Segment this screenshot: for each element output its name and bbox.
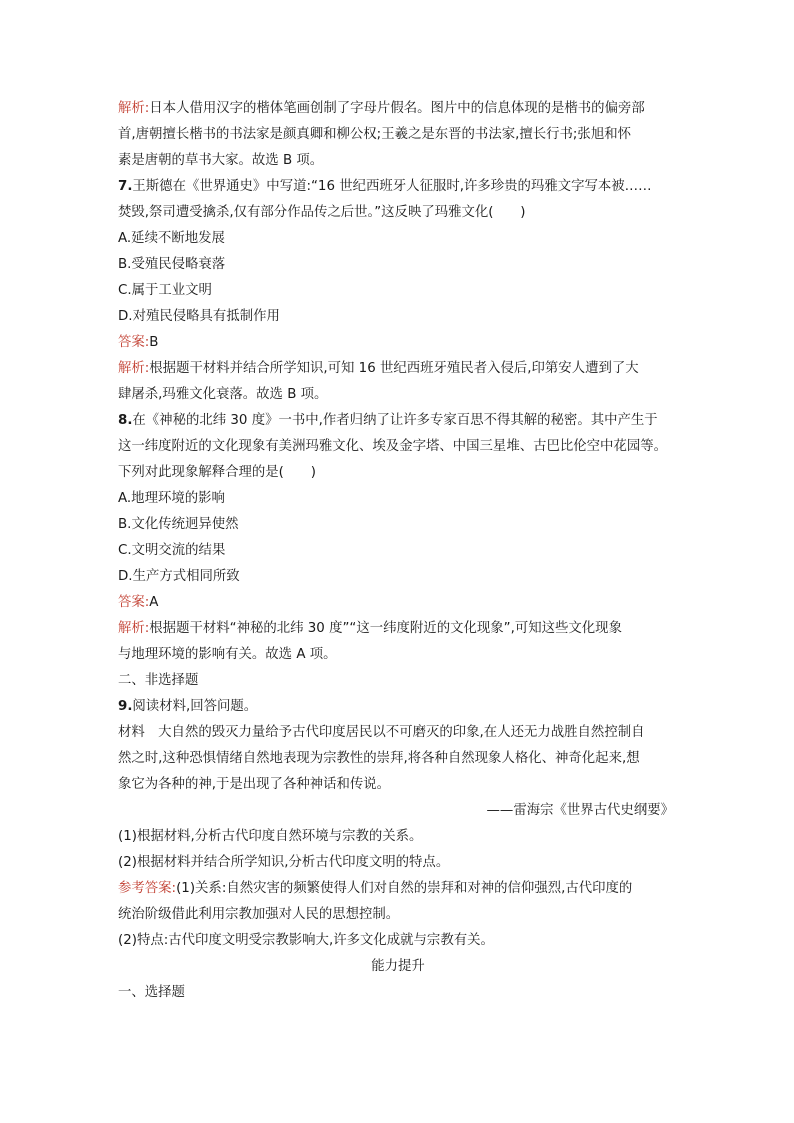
q8-stem-line-3: 下列对此现象解释合理的是( ) xyxy=(118,465,316,480)
q8-stem-line-1: 8.在《神秘的北纬 30 度》一书中,作者归纳了让许多专家百思不得其解的秘密。其中产生于 xyxy=(118,413,658,428)
q7-option-a: A.延续不断地发展 xyxy=(118,231,225,246)
q6-analysis-line-2: 首,唐朝擅长楷书的书法家是颜真卿和柳公权;王羲之是东晋的书法家,擅长行书;张旭和怀 xyxy=(118,127,631,142)
document-page xyxy=(118,96,678,1006)
q9-number: 9. xyxy=(118,699,133,714)
q7-number: 7. xyxy=(118,179,133,194)
q9-prompt: 9.阅读材料,回答问题。 xyxy=(118,699,258,714)
q8-analysis-line-1: 解析:根据题干材料“神秘的北纬 30 度”“这一纬度附近的文化现象”,可知这些文化现象 xyxy=(118,621,622,636)
section-heading: 能力提升 xyxy=(371,959,425,974)
q9-ref-answer-line-1: 参考答案:(1)关系:自然灾害的频繁使得人们对自然的崇拜和对神的信仰强烈,古代印度的 xyxy=(118,881,633,896)
q8-option-b: B.文化传统迥异使然 xyxy=(118,517,239,532)
q9-ref-answer-line-3: (2)特点:古代印度文明受宗教影响大,许多文化成就与宗教有关。 xyxy=(118,933,494,948)
q9-material-line-1: 材料 大自然的毁灭力量给予古代印度居民以不可磨灭的印象,在人还无力战胜自然控制自 xyxy=(118,725,645,740)
q9-ref-label: 参考答案: xyxy=(118,881,177,896)
q7-analysis-line-1: 解析:根据题干材料并结合所学知识,可知 16 世纪西班牙殖民者入侵后,印第安人遭到了大 xyxy=(118,361,639,376)
q9-sub-question-2: (2)根据材料并结合所学知识,分析古代印度文明的特点。 xyxy=(118,855,450,870)
section1-title: 一、选择题 xyxy=(118,985,185,1000)
q8-answer: 答案:A xyxy=(118,595,159,610)
q7-stem-line-1: 7.王斯德在《世界通史》中写道:“16 世纪西班牙人征服时,许多珍贵的玛雅文字写本被…… xyxy=(118,179,652,194)
q7-option-c: C.属于工业文明 xyxy=(118,283,212,298)
q8-option-a: A.地理环境的影响 xyxy=(118,491,225,506)
q9-source: ——雷海宗《世界古代史纲要》 xyxy=(486,803,674,818)
q6-analysis-line-3: 素是唐朝的草书大家。故选 B 项。 xyxy=(118,153,324,168)
q9-material-line-2: 然之时,这种恐惧情绪自然地表现为宗教性的崇拜,将各种自然现象人格化、神奇化起来,想 xyxy=(118,751,640,766)
q8-number: 8. xyxy=(118,413,133,428)
q7-analysis-label: 解析: xyxy=(118,361,150,376)
q8-stem-line-2: 这一纬度附近的文化现象有美洲玛雅文化、埃及金字塔、中国三星堆、古巴比伦空中花园等。 xyxy=(118,439,668,454)
q6-analysis-line-1: 解析:日本人借用汉字的楷体笔画创制了字母片假名。图片中的信息体现的是楷书的偏旁部 xyxy=(118,101,645,116)
section2-title: 二、非选择题 xyxy=(118,673,199,688)
q8-option-d: D.生产方式相同所致 xyxy=(118,569,240,584)
q9-ref-answer-line-2: 统治阶级借此利用宗教加强对人民的思想控制。 xyxy=(118,907,400,922)
q7-stem-line-2: 焚毁,祭司遭受擒杀,仅有部分作品传之后世。”这反映了玛雅文化( ) xyxy=(118,205,526,220)
q7-answer: 答案:B xyxy=(118,335,159,350)
q7-option-d: D.对殖民侵略具有抵制作用 xyxy=(118,309,280,324)
q8-option-c: C.文明交流的结果 xyxy=(118,543,226,558)
q8-answer-label: 答案: xyxy=(118,595,150,610)
q7-answer-label: 答案: xyxy=(118,335,150,350)
q7-option-b: B.受殖民侵略衰落 xyxy=(118,257,226,272)
q9-material-line-3: 象它为各种的神,于是出现了各种神话和传说。 xyxy=(118,777,391,792)
q8-analysis-line-2: 与地理环境的影响有关。故选 A 项。 xyxy=(118,647,337,662)
q7-analysis-line-2: 肆屠杀,玛雅文化衰落。故选 B 项。 xyxy=(118,387,328,402)
q9-sub-question-1: (1)根据材料,分析古代印度自然环境与宗教的关系。 xyxy=(118,829,423,844)
q6-analysis-label: 解析: xyxy=(118,101,150,116)
q8-analysis-label: 解析: xyxy=(118,621,150,636)
